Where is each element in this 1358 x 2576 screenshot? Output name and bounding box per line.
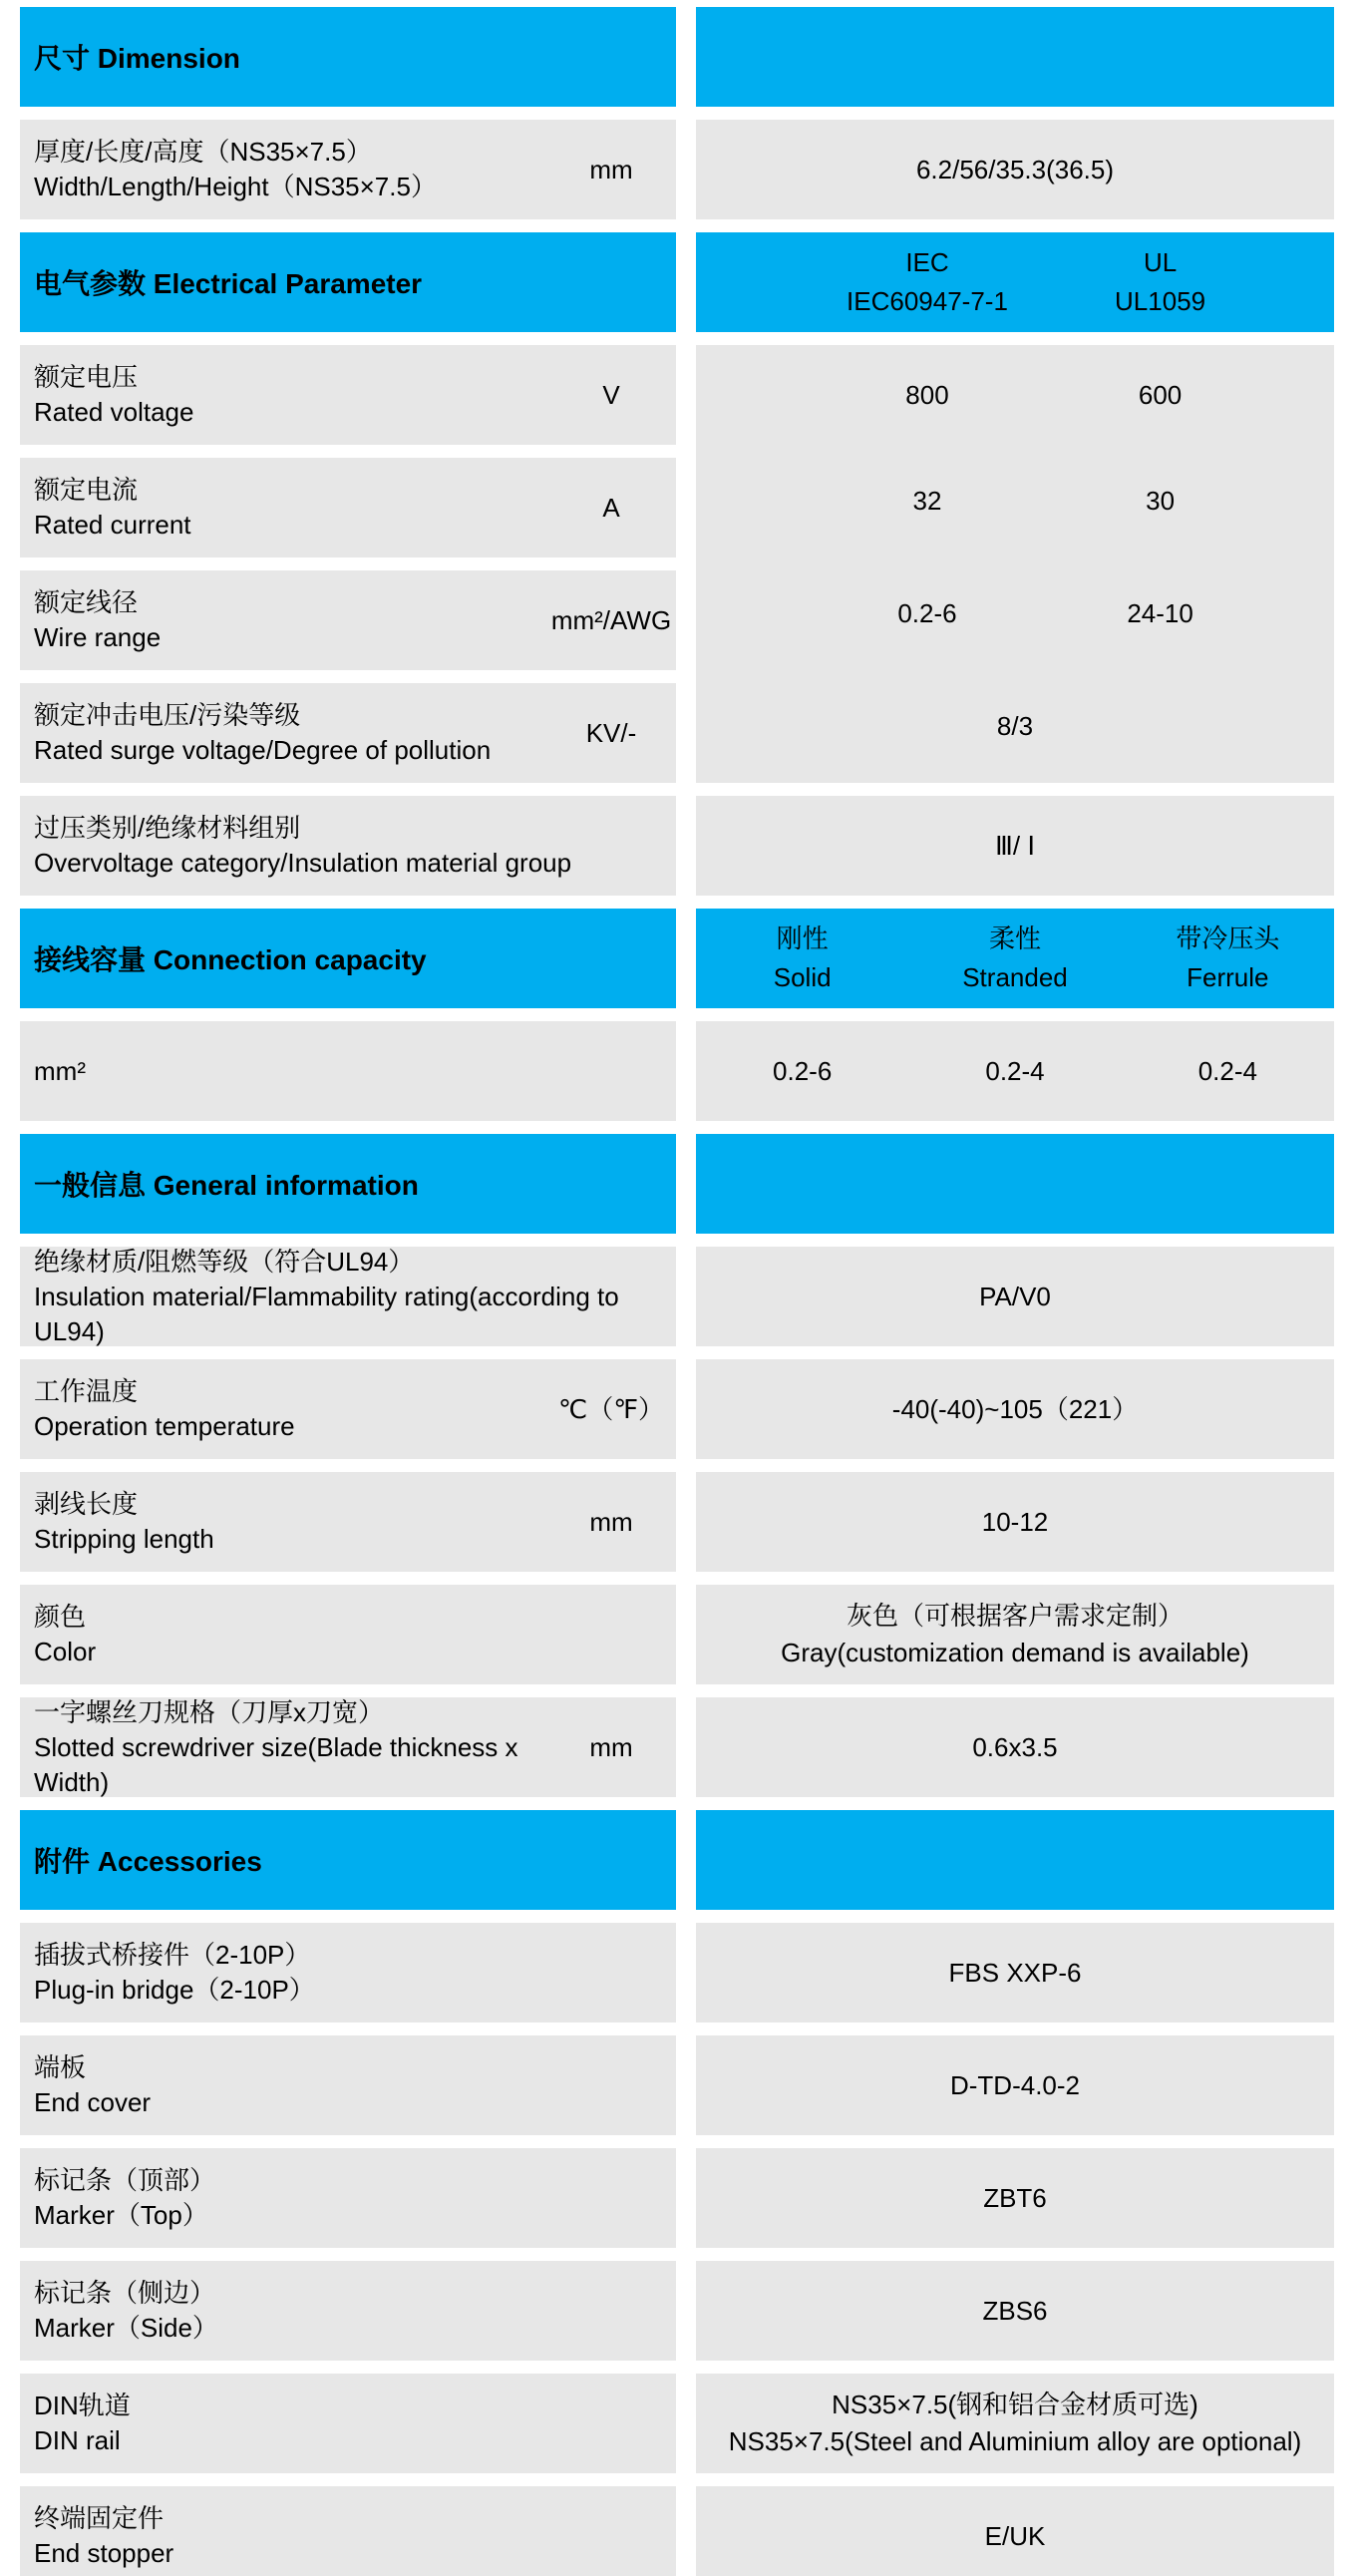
surge-voltage-label (34, 698, 550, 768)
color-label (34, 1600, 676, 1669)
row-end-stopper (20, 2486, 1334, 2576)
bridge-label-en: Plug-in bridge（2-10P） (34, 1975, 315, 2005)
section-header-dimension (20, 7, 676, 107)
column-solid-en: Solid (773, 962, 832, 992)
section-general-header-row (20, 1134, 1334, 1234)
section-header-connection-label: 接线容量 Connection capacity (34, 944, 427, 975)
end-stopper-value: E/UK (984, 2520, 1046, 2551)
end-stopper-label-cn: 终端固定件 (34, 2503, 165, 2533)
row-marker-side (20, 2261, 1334, 2361)
electrical-values-merged-cell (696, 345, 1334, 783)
surge-voltage-label-en: Rated surge voltage/Degree of pollution (34, 735, 492, 765)
insulation-label-en: Insulation material/Flammability rating(according to UL94) (34, 1281, 619, 1346)
column-stranded (908, 920, 1121, 997)
rated-current-unit: A (602, 492, 620, 523)
overvoltage-label-cell (20, 796, 676, 896)
end-stopper-label-cell (20, 2486, 676, 2576)
capacity-ferrule-value: 0.2-4 (1197, 1055, 1257, 1086)
temperature-label (34, 1374, 550, 1444)
row-overvoltage (20, 796, 1334, 896)
din-rail-value (729, 2387, 1302, 2460)
connection-columns (696, 909, 1334, 1008)
section-header-electrical (20, 232, 676, 332)
section-accessories-header-row (20, 1810, 1334, 1910)
section-header-connection (20, 909, 676, 1008)
marker-top-label-cell (20, 2148, 676, 2248)
marker-side-label-cn: 标记条（侧边） (34, 2278, 216, 2308)
section-header-general-label: 一般信息 General information (34, 1170, 419, 1201)
marker-side-value-cell (696, 2261, 1334, 2361)
dimension-value-cell (696, 120, 1334, 219)
section-header-dimension-label: 尺寸 Dimension (34, 43, 240, 74)
wire-range-label (34, 585, 550, 655)
column-ul (1044, 243, 1277, 321)
row-bridge (20, 1923, 1334, 2023)
dimension-label-en: Width/Length/Height（NS35×7.5） (34, 172, 437, 201)
rated-voltage-label-cell (20, 345, 676, 445)
din-rail-value-cell (696, 2374, 1334, 2473)
row-temperature (20, 1359, 1334, 1459)
capacity-stranded-value: 0.2-4 (985, 1055, 1045, 1086)
din-rail-value-cn: NS35×7.5(钢和铝合金材质可选) (832, 2390, 1198, 2419)
row-stripping (20, 1472, 1334, 1572)
insulation-value: PA/V0 (979, 1281, 1051, 1311)
rated-current-values (696, 445, 1334, 557)
temperature-label-cell (20, 1359, 676, 1459)
marker-side-label (34, 2276, 676, 2346)
screwdriver-label-cn: 一字螺丝刀规格（刀厚x刀宽） (34, 1696, 385, 1727)
temperature-value-cell (696, 1359, 1334, 1459)
rated-voltage-ul-value: 600 (1138, 379, 1183, 410)
din-rail-label-en: DIN rail (34, 2425, 121, 2455)
row-dimension (20, 120, 1334, 219)
din-rail-label-cn: DIN轨道 (34, 2391, 131, 2420)
marker-top-label (34, 2163, 676, 2233)
screwdriver-label-cell (20, 1697, 676, 1797)
screwdriver-value-cell (696, 1697, 1334, 1797)
column-ferrule-cn: 带冷压头 (1176, 923, 1280, 953)
rated-voltage-label-en: Rated voltage (34, 397, 194, 427)
section-header-general (20, 1134, 676, 1234)
column-iec (811, 243, 1044, 321)
surge-voltage-label-cell (20, 683, 676, 783)
electrical-rows (20, 345, 1334, 783)
column-solid-cn: 刚性 (776, 923, 829, 953)
color-value-cell (696, 1585, 1334, 1684)
insulation-label-cn: 绝缘材质/阻燃等级（符合UL94） (34, 1246, 415, 1277)
rated-current-ul-value: 30 (1146, 486, 1176, 516)
screwdriver-label-en: Slotted screwdriver size(Blade thickness x Width) (34, 1731, 518, 1797)
end-stopper-label-en: End stopper (34, 2538, 174, 2568)
connection-capacity-label: mm² (34, 1055, 86, 1086)
wire-range-unit: mm²/AWG (550, 604, 672, 635)
dimension-unit: mm (589, 154, 633, 184)
temperature-label-en: Operation temperature (34, 1411, 295, 1441)
end-stopper-value-cell (696, 2486, 1334, 2576)
temperature-label-cn: 工作温度 (34, 1376, 139, 1406)
rated-current-label-cn: 额定电流 (34, 475, 139, 505)
din-rail-value-en: NS35×7.5(Steel and Aluminium alloy are optional) (728, 2426, 1302, 2456)
electrical-standard-columns (696, 232, 1334, 332)
insulation-label-cell (20, 1247, 676, 1346)
rated-voltage-iec-value: 800 (905, 379, 949, 410)
stripping-label (34, 1487, 550, 1557)
temperature-unit: ℃（℉） (558, 1393, 664, 1424)
section-connection-header-row (20, 909, 1334, 1008)
color-label-cn: 颜色 (34, 1602, 87, 1632)
column-iec-title: IEC (905, 247, 949, 277)
marker-top-label-cn: 标记条（顶部） (34, 2165, 216, 2195)
temperature-value: -40(-40)~105（221） (891, 1393, 1139, 1424)
marker-top-value: ZBT6 (983, 2182, 1047, 2213)
stripping-unit: mm (589, 1506, 633, 1537)
marker-top-label-en: Marker（Top） (34, 2200, 208, 2230)
column-ul-title: UL (1143, 247, 1178, 277)
rated-voltage-label (34, 360, 550, 430)
stripping-label-cell (20, 1472, 676, 1572)
marker-side-value: ZBS6 (982, 2295, 1048, 2326)
marker-side-label-en: Marker（Side） (34, 2313, 218, 2343)
wire-range-values (696, 557, 1334, 670)
color-label-en: Color (34, 1637, 97, 1666)
dimension-value: 6.2/56/35.3(36.5) (915, 154, 1115, 184)
section-header-accessories-spacer (696, 1810, 1334, 1910)
wire-range-label-cell (20, 570, 676, 670)
screwdriver-label (34, 1695, 550, 1800)
rated-current-label (34, 473, 550, 543)
row-screwdriver (20, 1697, 1334, 1797)
dimension-label-cell (20, 120, 676, 219)
color-value (781, 1598, 1249, 1671)
rated-voltage-values (696, 345, 1334, 445)
row-marker-top (20, 2148, 1334, 2248)
surge-voltage-value: 8/3 (996, 711, 1034, 741)
column-iec-standard: IEC60947-7-1 (847, 286, 1008, 316)
wire-range-iec-value: 0.2-6 (897, 598, 957, 628)
din-rail-label-cell (20, 2374, 676, 2473)
overvoltage-value-cell (696, 796, 1334, 896)
end-stopper-label (34, 2501, 676, 2571)
end-cover-label (34, 2050, 676, 2120)
din-rail-label (34, 2389, 676, 2458)
stripping-value: 10-12 (981, 1506, 1049, 1537)
marker-side-label-cell (20, 2261, 676, 2361)
connection-capacity-values (696, 1021, 1334, 1121)
rated-voltage-label-cn: 额定电压 (34, 362, 139, 392)
rated-current-label-en: Rated current (34, 510, 191, 540)
screwdriver-value: 0.6x3.5 (972, 1731, 1058, 1762)
wire-range-label-en: Wire range (34, 622, 162, 652)
wire-range-label-cn: 额定线径 (34, 587, 139, 617)
rated-voltage-unit: V (602, 379, 620, 410)
bridge-label (34, 1938, 676, 2008)
section-header-accessories-label: 附件 Accessories (34, 1846, 262, 1877)
surge-voltage-value-band (696, 670, 1334, 783)
color-value-en: Gray(customization demand is available) (781, 1638, 1249, 1667)
stripping-value-cell (696, 1472, 1334, 1572)
bridge-label-cn: 插拔式桥接件（2-10P） (34, 1940, 311, 1970)
dimension-label-cn: 厚度/长度/高度（NS35×7.5） (34, 137, 372, 167)
bridge-label-cell (20, 1923, 676, 2023)
color-value-cn: 灰色（可根据客户需求定制） (846, 1601, 1184, 1631)
insulation-value-cell (696, 1247, 1334, 1346)
section-electrical-header-row (20, 232, 1334, 332)
color-label-cell (20, 1585, 676, 1684)
column-ferrule-en: Ferrule (1187, 962, 1269, 992)
overvoltage-label (34, 811, 676, 881)
section-header-electrical-label: 电气参数 Electrical Parameter (34, 268, 423, 299)
row-end-cover (20, 2035, 1334, 2135)
end-cover-value-cell (696, 2035, 1334, 2135)
column-solid (696, 920, 908, 997)
section-header-accessories (20, 1810, 676, 1910)
wire-range-ul-value: 24-10 (1127, 598, 1193, 628)
bridge-value: FBS XXP-6 (948, 1957, 1082, 1988)
row-din-rail (20, 2374, 1334, 2473)
section-header-dimension-spacer (696, 7, 1334, 107)
rated-current-iec-value: 32 (912, 486, 942, 516)
bridge-value-cell (696, 1923, 1334, 2023)
capacity-solid-value: 0.2-6 (773, 1055, 833, 1086)
stripping-label-cn: 剥线长度 (34, 1489, 139, 1519)
marker-top-value-cell (696, 2148, 1334, 2248)
end-cover-label-cell (20, 2035, 676, 2135)
column-stranded-cn: 柔性 (988, 923, 1041, 953)
end-cover-label-cn: 端板 (34, 2052, 87, 2082)
overvoltage-label-cn: 过压类别/绝缘材料组别 (34, 813, 301, 843)
surge-voltage-label-cn: 额定冲击电压/污染等级 (34, 700, 301, 730)
end-cover-label-en: End cover (34, 2087, 152, 2117)
column-ferrule (1122, 920, 1334, 997)
electrical-left-stack (20, 345, 676, 783)
overvoltage-label-en: Overvoltage category/Insulation material group (34, 848, 572, 878)
dimension-label (34, 135, 550, 204)
row-color (20, 1585, 1334, 1684)
row-insulation (20, 1247, 1334, 1346)
overvoltage-value: Ⅲ/ Ⅰ (994, 830, 1036, 861)
section-dimension-header-row (20, 7, 1334, 107)
column-stranded-en: Stranded (962, 962, 1068, 992)
rated-current-label-cell (20, 458, 676, 557)
end-cover-value: D-TD-4.0-2 (949, 2069, 1080, 2100)
section-header-general-spacer (696, 1134, 1334, 1234)
column-ul-standard: UL1059 (1115, 286, 1206, 316)
insulation-label (34, 1245, 676, 1349)
surge-voltage-unit: KV/- (585, 717, 637, 748)
row-connection-capacity (20, 1021, 1334, 1121)
connection-capacity-label-cell (20, 1021, 676, 1121)
screwdriver-unit: mm (589, 1731, 633, 1762)
stripping-label-en: Stripping length (34, 1524, 214, 1554)
